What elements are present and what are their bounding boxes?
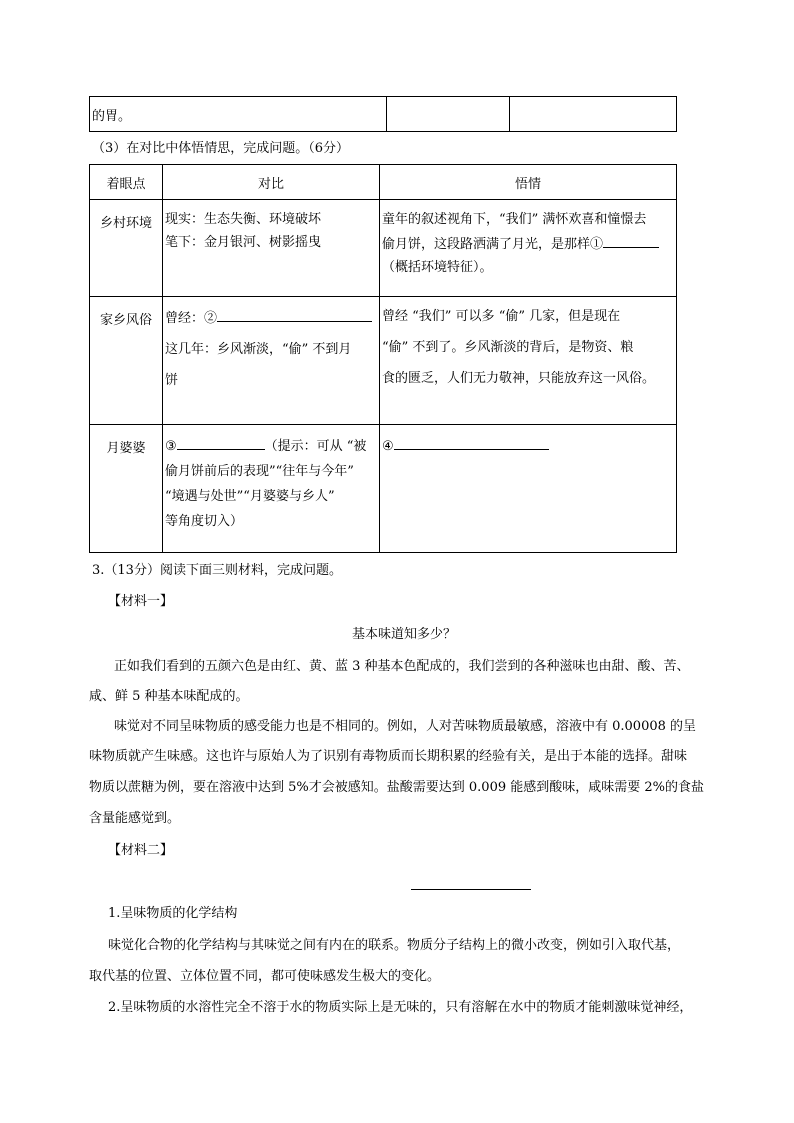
material2-item2: 2.呈味物质的水溶性完全不溶于水的物质实际上是无味的，只有溶解在水中的物质才能刺激味觉神经， xyxy=(108,1000,693,1015)
q3-heading: （3）在对比中体悟情思，完成问题。（6分） xyxy=(92,141,350,156)
row3-insight xyxy=(380,425,677,553)
answer-blank-3[interactable] xyxy=(177,437,265,450)
row3-point-text: 月婆婆 xyxy=(106,441,146,456)
row2-insight-line: 曾经 “我们” 可以多 “偷” 几家，但是现在 xyxy=(382,309,621,324)
row1-insight-text: 偷月饼，这段路洒满了月光，是那样① xyxy=(382,237,604,252)
material2-item1: 1.呈味物质的化学结构 xyxy=(108,906,238,921)
row1-compare xyxy=(163,200,380,297)
row3-insight-text: ④ xyxy=(382,439,394,454)
row3-compare xyxy=(163,425,380,553)
row1-point xyxy=(90,200,163,297)
material1-p1-line: 咸、鲜 5 种基本味配成的。 xyxy=(89,689,249,704)
row3-compare-text: ③ xyxy=(165,439,177,454)
header-insight: 悟情 xyxy=(380,165,677,200)
row2-compare xyxy=(163,297,380,425)
row2-insight xyxy=(380,297,677,425)
row3-insight-line xyxy=(382,437,676,455)
row3-compare-line xyxy=(165,437,379,455)
row1-insight-line: 童年的叙述视角下，“我们” 满怀欢喜和憧憬去 xyxy=(382,212,647,227)
material1-label: 【材料一】 xyxy=(108,594,174,609)
top-table xyxy=(89,96,677,132)
material2-item1-line: 取代基的位置、立体位置不同，都可使味感发生极大的变化。 xyxy=(89,969,441,984)
material1-p2-line: 物质以蔗糖为例，要在溶液中达到 5%才会被感知。盐酸需要达到 0.009 能感到酸味，咸味需要 2%的食盐 xyxy=(89,780,704,795)
row1-insight-line xyxy=(382,235,676,253)
answer-blank-1[interactable] xyxy=(603,235,659,248)
top-table-empty-cell xyxy=(386,97,510,132)
comparison-table xyxy=(89,164,677,553)
table-row xyxy=(90,297,677,425)
top-table-empty-cell xyxy=(510,97,677,132)
row1-compare-line: 现实：生态失衡、环境破坏 xyxy=(165,212,322,227)
row1-insight xyxy=(380,200,677,297)
answer-blank-2[interactable] xyxy=(217,309,372,322)
table-row xyxy=(90,425,677,553)
header-compare: 对比 xyxy=(163,165,380,200)
row3-point xyxy=(90,425,163,553)
question-3-intro: 3.（13分）阅读下面三则材料，完成问题。 xyxy=(92,563,342,578)
material1-p1-line: 正如我们看到的五颜六色是由红、黄、蓝 3 种基本色配成的，我们尝到的各种滋味也由甜、酸、苦、 xyxy=(114,659,690,674)
material2-title-blank[interactable] xyxy=(411,889,531,890)
row3-compare-line: 等角度切入） xyxy=(165,514,244,529)
row2-compare-line: 这几年：乡风渐淡，“偷” 不到月 xyxy=(165,342,352,357)
row3-compare-line: 偷月饼前后的表现”“往年与今年” xyxy=(165,464,354,479)
material1-p2-line: 味觉对不同呈味物质的感受能力也是不相同的。例如，人对苦味物质最敏感，溶液中有 0.00008 的呈 xyxy=(114,719,697,734)
row3-compare-hint: （提示：可从 “被 xyxy=(264,439,367,454)
answer-blank-4[interactable] xyxy=(394,437,549,450)
row3-compare-line: “境遇与处世”“月婆婆与乡人” xyxy=(165,489,335,504)
row2-compare-line xyxy=(165,309,379,327)
row1-insight-line: （概括环境特征）。 xyxy=(382,260,493,275)
material2-item1-line: 味觉化合物的化学结构与其味觉之间有内在的联系。物质分子结构上的微小改变，例如引入取代基， xyxy=(108,938,681,953)
row2-compare-line: 饼 xyxy=(165,373,179,388)
row1-compare-line: 笔下：金月银河、树影摇曳 xyxy=(165,235,322,250)
header-point: 着眼点 xyxy=(90,165,163,200)
top-table-text: 的胃。 xyxy=(92,108,132,124)
row2-insight-line: “偷” 不到了。乡风渐淡的背后，是物资、粮 xyxy=(382,340,634,355)
row2-compare-text: 曾经：② xyxy=(165,311,218,326)
row1-point-text: 乡村环境 xyxy=(99,216,152,231)
table-row xyxy=(90,200,677,297)
top-table-cell xyxy=(90,97,387,132)
row2-insight-line: 食的匮乏，人们无力敬神，只能放弃这一风俗。 xyxy=(382,371,656,386)
material1-p2-line: 含量能感觉到。 xyxy=(89,811,181,826)
material1-title: 基本味道知多少？ xyxy=(352,627,457,642)
row2-point-text: 家乡风俗 xyxy=(99,313,152,328)
material1-p2-line: 味物质就产生味感。这也许与原始人为了识别有毒物质而长期积累的经验有关，是出于本能的选择。甜味 xyxy=(89,749,688,764)
material2-label: 【材料二】 xyxy=(108,843,174,858)
row2-point xyxy=(90,297,163,425)
